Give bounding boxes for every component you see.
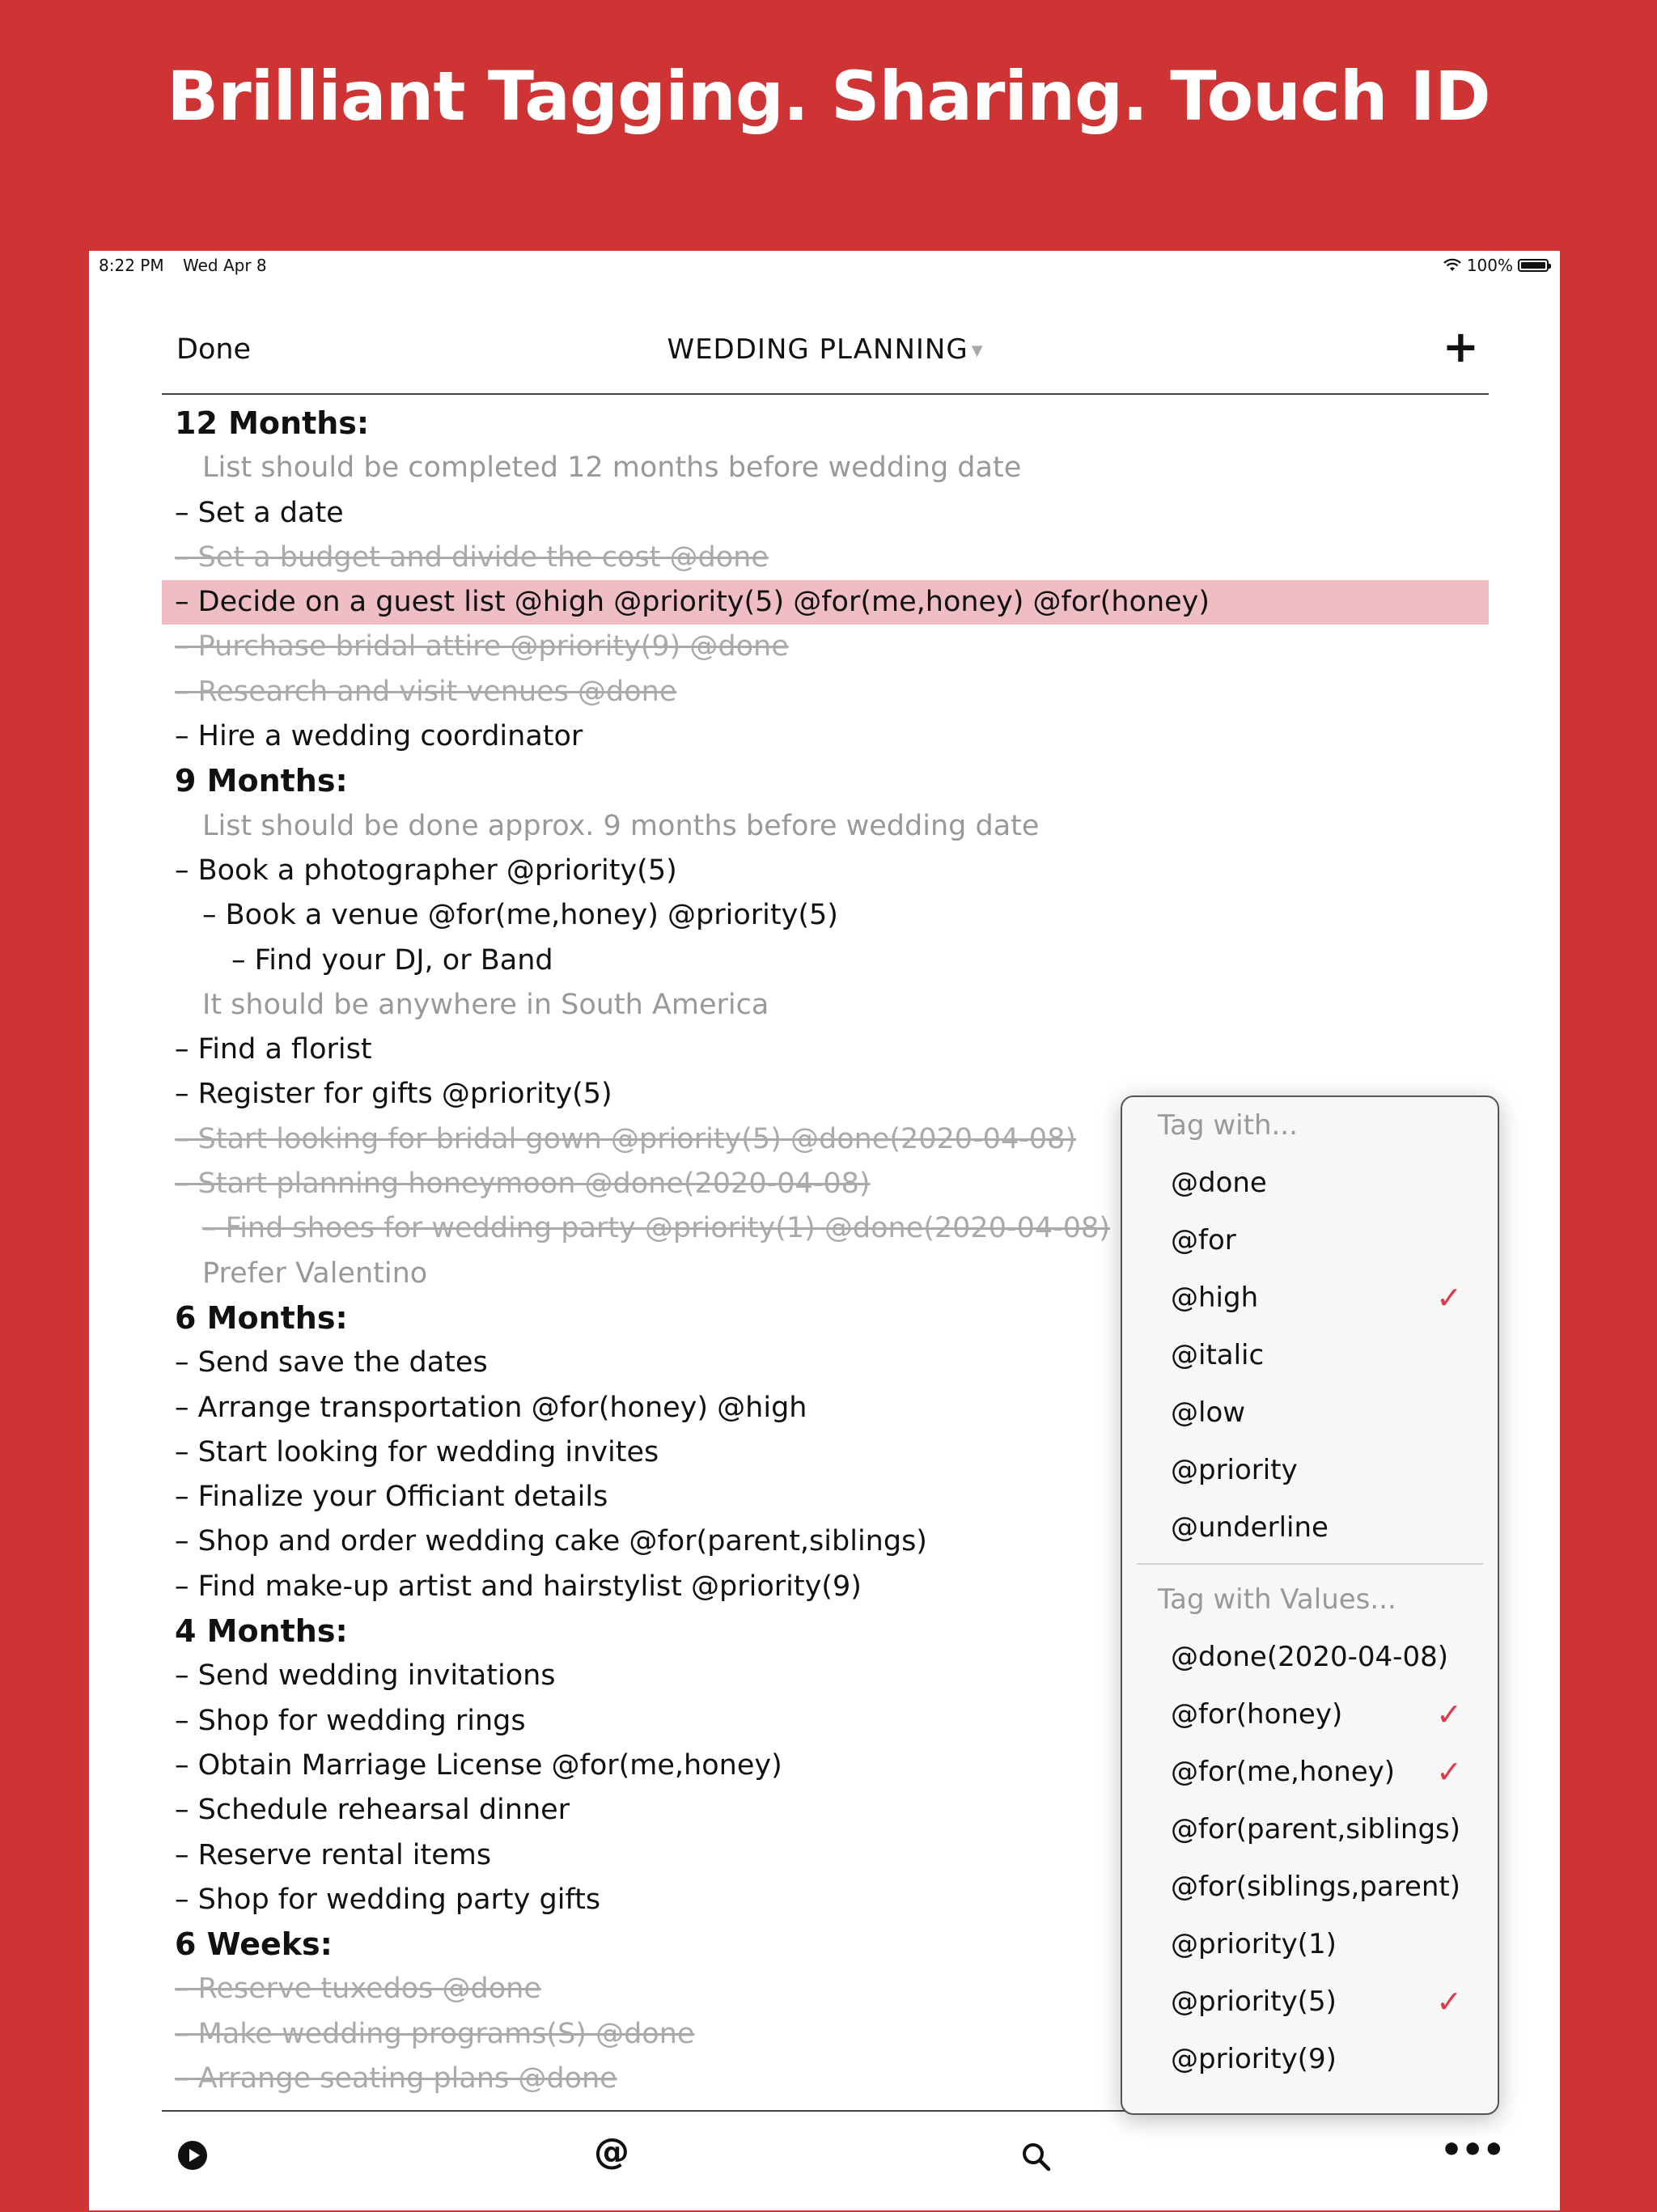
menu-item[interactable]	[1122, 1327, 1498, 1384]
task-row[interactable]: – Arrange transportation @for(honey) @high	[175, 1391, 807, 1424]
task-row[interactable]: – Make wedding programs(S) @done	[175, 2017, 695, 2050]
task-row[interactable]: – Decide on a guest list @high @priority(5) @for(me,honey) @for(honey)	[162, 580, 1489, 625]
add-button[interactable]: +	[1442, 321, 1479, 372]
checkmark-icon: ✓	[1436, 1754, 1462, 1790]
menu-item[interactable]	[1122, 2031, 1498, 2088]
done-button[interactable]: Done	[176, 333, 252, 366]
task-row[interactable]: – Register for gifts @priority(5)	[175, 1078, 612, 1111]
wifi-icon	[1443, 258, 1462, 273]
menu-item[interactable]	[1122, 1744, 1498, 1801]
menu-item[interactable]	[1122, 1269, 1498, 1327]
menu-item[interactable]	[1122, 1629, 1498, 1686]
tag-menu-popover	[1121, 1095, 1499, 2115]
note-row[interactable]: It should be anywhere in South America	[202, 988, 769, 1021]
task-row[interactable]: – Find shoes for wedding party @priority(1) @done(2020-04-08)	[202, 1212, 1110, 1245]
task-row[interactable]: – Start planning honeymoon @done(2020-04-08)	[175, 1167, 871, 1201]
task-row[interactable]: – Finalize your Officiant details	[175, 1481, 608, 1514]
document-title[interactable]	[162, 333, 1489, 366]
task-row[interactable]: – Hire a wedding coordinator	[175, 720, 583, 753]
document-title-text: WEDDING PLANNING	[667, 333, 968, 366]
task-row[interactable]: – Reserve tuxedos @done	[175, 1973, 541, 2006]
task-row[interactable]: – Set a date	[175, 496, 344, 529]
section-header[interactable]: 9 Months:	[175, 763, 348, 799]
task-row[interactable]: – Shop for wedding rings	[175, 1704, 526, 1737]
menu-item[interactable]	[1122, 1499, 1498, 1557]
note-row[interactable]: List should be completed 12 months before wedding date	[202, 451, 1022, 485]
values-menu-heading: Tag with Values...	[1158, 1583, 1396, 1616]
checkmark-icon: ✓	[1436, 1984, 1462, 2019]
tags-list	[1122, 1155, 1498, 1557]
task-row[interactable]: – Purchase bridal attire @priority(9) @done	[175, 630, 789, 663]
menu-item[interactable]	[1122, 1858, 1498, 1916]
menu-item-label: @italic	[1171, 1339, 1265, 1371]
menu-item-label: @priority(1)	[1171, 1928, 1337, 1960]
menu-item-label: @priority(9)	[1171, 2043, 1337, 2075]
menu-item-label: @for(honey)	[1171, 1698, 1343, 1731]
menu-item-label: @low	[1171, 1396, 1246, 1429]
section-header[interactable]: 4 Months:	[175, 1613, 348, 1650]
menu-item[interactable]	[1122, 1155, 1498, 1212]
task-row[interactable]: – Find your DJ, or Band	[231, 943, 553, 977]
task-row[interactable]: – Shop for wedding party gifts	[175, 1883, 601, 1916]
task-row[interactable]: – Find make-up artist and hairstylist @priority(9)	[175, 1570, 862, 1603]
section-header[interactable]: 6 Weeks:	[175, 1926, 333, 1963]
menu-item[interactable]	[1122, 1801, 1498, 1858]
menu-item-label: @for(siblings,parent)	[1171, 1871, 1461, 1903]
tag-button[interactable]: @	[594, 2131, 629, 2172]
battery-percent: 100%	[1466, 256, 1513, 275]
navigation-bar	[162, 316, 1489, 395]
menu-item-label: @for(parent,siblings)	[1171, 1813, 1461, 1845]
status-time: 8:22 PM	[99, 256, 164, 275]
tag-menu-heading: Tag with...	[1158, 1109, 1298, 1142]
note-row[interactable]: Prefer Valentino	[202, 1256, 428, 1290]
menu-item-label: @for(me,honey)	[1171, 1756, 1396, 1788]
checkmark-icon: ✓	[1436, 1280, 1462, 1316]
menu-item-label: @high	[1171, 1282, 1259, 1314]
task-row[interactable]: – Schedule rehearsal dinner	[175, 1794, 570, 1827]
task-row[interactable]: – Send save the dates	[175, 1346, 488, 1379]
menu-item-label: @priority	[1171, 1454, 1298, 1486]
task-row[interactable]: – Book a venue @for(me,honey) @priority(5)	[202, 899, 838, 932]
task-row[interactable]: – Send wedding invitations	[175, 1659, 556, 1693]
section-header[interactable]: 12 Months:	[175, 405, 370, 441]
more-button[interactable]: •••	[1440, 2129, 1504, 2171]
task-row[interactable]: – Shop and order wedding cake @for(parent,siblings)	[175, 1525, 927, 1558]
menu-item-label: @done(2020-04-08)	[1171, 1641, 1448, 1673]
search-icon[interactable]	[1020, 2141, 1053, 2173]
menu-item-label: @priority(5)	[1171, 1985, 1337, 2018]
menu-item-label: @done	[1171, 1167, 1267, 1199]
section-header[interactable]: 6 Months:	[175, 1299, 348, 1336]
task-row[interactable]: – Research and visit venues @done	[175, 675, 677, 708]
task-row[interactable]: – Start looking for bridal gown @priority(5) @done(2020-04-08)	[175, 1122, 1077, 1155]
menu-item[interactable]	[1122, 1916, 1498, 1973]
task-row[interactable]: – Obtain Marriage License @for(me,honey)	[175, 1748, 782, 1782]
menu-item[interactable]	[1122, 1212, 1498, 1269]
menu-item[interactable]	[1122, 1686, 1498, 1744]
status-bar	[89, 251, 1560, 280]
task-row[interactable]: – Reserve rental items	[175, 1838, 492, 1871]
menu-item[interactable]	[1122, 1442, 1498, 1499]
task-row[interactable]: – Start looking for wedding invites	[175, 1435, 659, 1468]
status-date: Wed Apr 8	[183, 256, 267, 275]
menu-item-label: @for	[1171, 1224, 1236, 1256]
bottom-toolbar	[162, 2110, 1504, 2212]
note-row[interactable]: List should be done approx. 9 months before wedding date	[202, 809, 1040, 842]
task-row[interactable]: – Find a florist	[175, 1033, 372, 1066]
menu-item[interactable]	[1122, 1384, 1498, 1442]
menu-divider	[1137, 1563, 1483, 1565]
task-row[interactable]: – Arrange seating plans @done	[175, 2062, 617, 2095]
checkmark-icon: ✓	[1436, 1697, 1462, 1732]
task-row[interactable]: – Book a photographer @priority(5)	[175, 854, 677, 887]
status-indicators	[1443, 256, 1549, 275]
headline: Brilliant Tagging. Sharing. Touch ID	[167, 57, 1490, 136]
play-circle-icon[interactable]	[178, 2141, 207, 2170]
battery-icon	[1518, 259, 1549, 272]
menu-item-label: @underline	[1171, 1511, 1329, 1544]
values-list	[1122, 1629, 1498, 2088]
chevron-down-icon: ▼	[971, 342, 984, 359]
menu-item[interactable]	[1122, 1973, 1498, 2031]
task-row[interactable]: – Set a budget and divide the cost @done	[175, 540, 769, 574]
